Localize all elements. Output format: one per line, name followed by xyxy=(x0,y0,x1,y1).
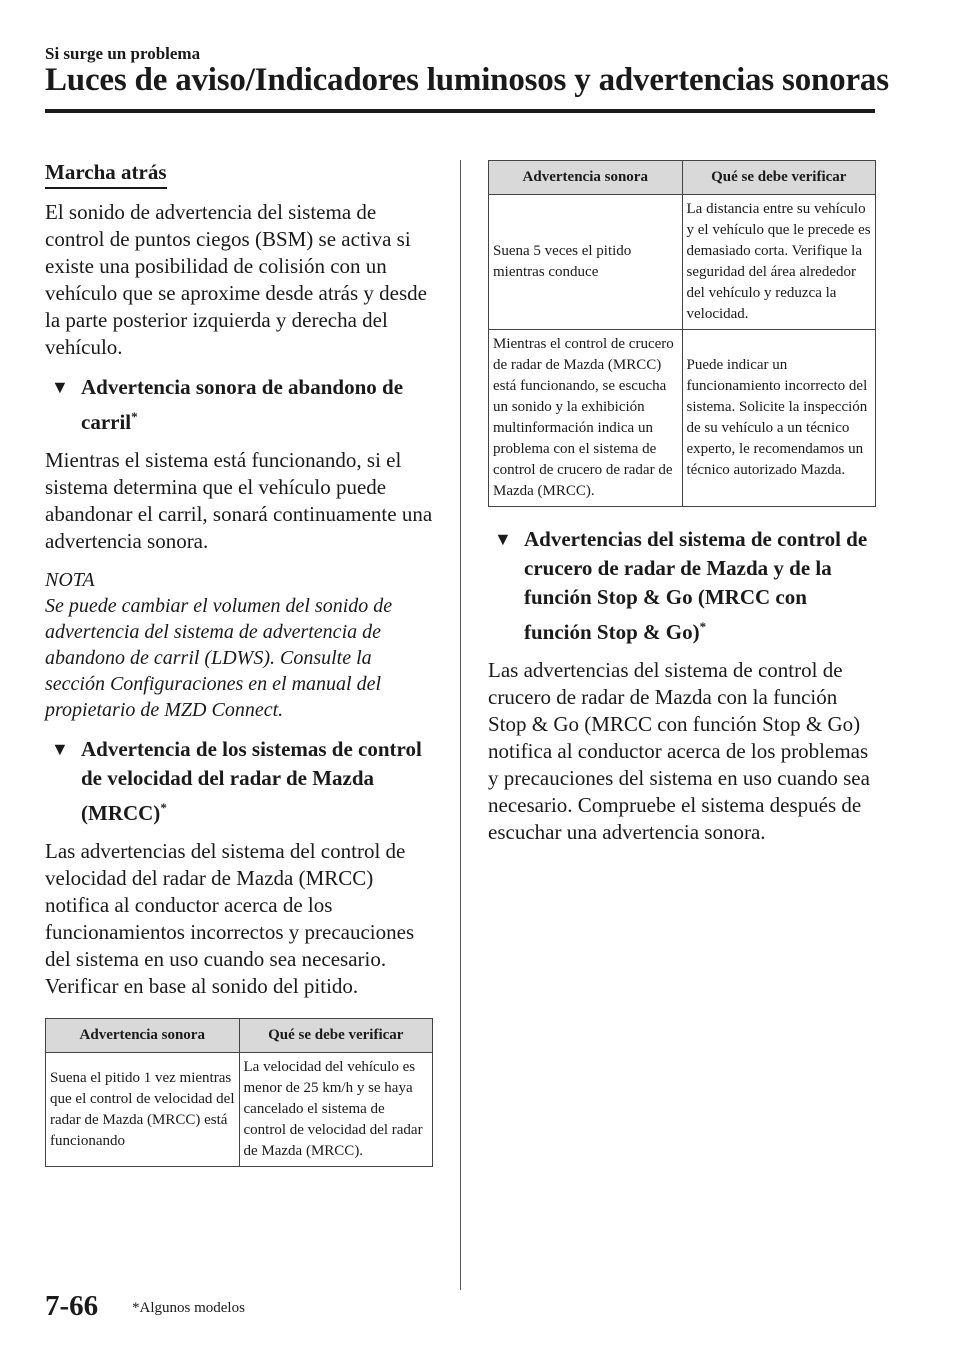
table-row xyxy=(489,195,876,330)
table-row xyxy=(46,1053,433,1167)
page-number: 7-66 xyxy=(45,1290,99,1322)
heading-mrcc-text: Advertencia de los sistemas de control de velocidad del radar de Mazda (MRCC) xyxy=(81,737,422,825)
table-header-row xyxy=(46,1019,433,1053)
page-title: Luces de aviso/Indicadores luminosos y advertencias sonoras xyxy=(45,62,889,98)
footnote-star: * xyxy=(160,800,167,815)
table-header-row xyxy=(489,161,876,195)
heading-ldws-text: Advertencia sonora de abandono de carril xyxy=(81,375,404,434)
table-header: Advertencia sonora xyxy=(489,161,683,195)
section-label: Si surge un problema xyxy=(45,44,201,63)
triangle-down-icon: ▼ xyxy=(51,739,69,759)
table-header: Qué se debe verificar xyxy=(682,161,876,195)
table-cell: La velocidad del vehículo es menor de 25 km/h y se haya cancelado el sistema de control de velocidad del radar de Mazda (MRCC). xyxy=(239,1053,433,1167)
table-row xyxy=(489,330,876,507)
heading-stop-go-text: Advertencias del sistema de control de crucero de radar de Mazda y de la función Stop & Go (MRCC con función Stop & Go) xyxy=(524,527,868,644)
mrcc-warning-table xyxy=(45,1018,433,1167)
paragraph-stop-go: Las advertencias del sistema de control de crucero de radar de Mazda con la función Stop & Go (MRCC con función Stop & Go) notifica al conductor acerca de los problemas y precauciones del sistema en uso cuando sea necesario. Compruebe el sistema después de escuchar una advertencia sonora. xyxy=(488,658,870,844)
table-cell: Mientras el control de crucero de radar de Mazda (MRCC) está funcionando, se escucha un sonido y la exhibición multinformación indica un problema con el sistema de control de crucero de radar de Mazda (MRCC). xyxy=(489,330,683,507)
note-label: NOTA xyxy=(45,569,95,591)
heading-mrcc xyxy=(45,735,433,828)
title-rule xyxy=(45,109,875,113)
mrcc-warning-table-continued xyxy=(488,160,876,507)
left-column xyxy=(45,160,433,1167)
table-cell: Suena el pitido 1 vez mientras que el control de velocidad del radar de Mazda (MRCC) está funcionando xyxy=(46,1053,240,1167)
heading-ldws xyxy=(45,373,433,437)
table-header: Qué se debe verificar xyxy=(239,1019,433,1053)
right-column xyxy=(488,160,876,858)
table-cell: La distancia entre su vehículo y el vehículo que le precede es demasiado corta. Verifique la seguridad del área alrededor del vehículo y reduzca la velocidad. xyxy=(682,195,876,330)
triangle-down-icon: ▼ xyxy=(494,529,512,549)
paragraph-bsm: El sonido de advertencia del sistema de control de puntos ciegos (BSM) se activa si existe una posibilidad de colisión con un vehículo que se aproxime desde atrás y desde la parte posterior izquierda y derecha del vehículo. xyxy=(45,200,427,359)
paragraph-mrcc-check: Verificar en base al sonido del pitido. xyxy=(45,974,359,998)
note-text: Se puede cambiar el volumen del sonido de advertencia del sistema de advertencia de abandono de carril (LDWS). Consulte la sección Configuraciones en el manual del propietario de MZD Connect. xyxy=(45,595,393,721)
column-divider xyxy=(460,160,461,1290)
table-cell: Suena 5 veces el pitido mientras conduce xyxy=(489,195,683,330)
footnote-star: * xyxy=(699,619,707,634)
subtitle-reverse: Marcha atrás xyxy=(45,160,167,189)
triangle-down-icon: ▼ xyxy=(51,377,69,397)
paragraph-ldws: Mientras el sistema está funcionando, si el sistema determina que el vehículo puede abandonar el carril, sonará continuamente una advertencia sonora. xyxy=(45,448,433,553)
paragraph-mrcc: Las advertencias del sistema del control de velocidad del radar de Mazda (MRCC) notifica al conductor acerca de los funcionamientos incorrectos y precauciones del sistema en uso cuando sea necesario. xyxy=(45,839,415,971)
table-cell: Puede indicar un funcionamiento incorrecto del sistema. Solicite la inspección de su vehículo a un técnico experto, le recomendamos un técnico autorizado Mazda. xyxy=(682,330,876,507)
table-header: Advertencia sonora xyxy=(46,1019,240,1053)
footnote-star: * xyxy=(131,409,138,424)
heading-stop-go xyxy=(488,525,876,647)
footnote-models: *Algunos modelos xyxy=(132,1300,245,1316)
